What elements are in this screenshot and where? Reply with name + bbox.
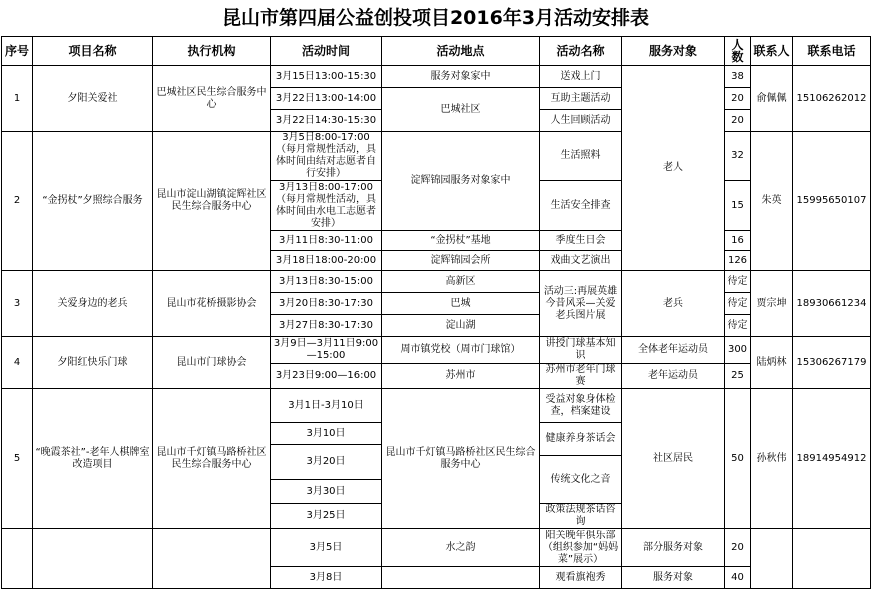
activity: 讲授门球基本知识 xyxy=(540,337,622,364)
time: 3月1日-3月10日 xyxy=(271,389,382,423)
activity: 人生回顾活动 xyxy=(540,110,622,132)
contact: 孙秋伟 xyxy=(751,389,793,529)
time: 3月11日8:30-11:00 xyxy=(271,231,382,251)
place: 服务对象家中 xyxy=(382,66,540,88)
place: 淀辉锦园服务对象家中 xyxy=(382,132,540,231)
time: 3月20日 xyxy=(271,445,382,480)
col-header: 项目名称 xyxy=(33,37,153,66)
row-no xyxy=(2,529,33,589)
col-header: 执行机构 xyxy=(153,37,271,66)
header-row xyxy=(2,37,871,66)
time-text: 3月13日8:00-17:00（每月常规性活动，具体时间由水电工志愿者安排） xyxy=(276,181,376,229)
activity xyxy=(540,529,622,567)
col-header: 联系人 xyxy=(751,37,793,66)
phone: 18914954912 xyxy=(793,389,871,529)
activity: 受益对象身体检查，档案建设 xyxy=(540,389,622,423)
project-name: 夕阳关爱社 xyxy=(33,66,153,132)
time: 3月8日 xyxy=(271,567,382,589)
time: 3月13日8:30-15:00 xyxy=(271,271,382,293)
table-row xyxy=(2,337,871,364)
count: 300 xyxy=(725,337,751,364)
project-name: “金拐杖”夕照综合服务 xyxy=(33,132,153,271)
count: 40 xyxy=(725,567,751,589)
audience: 老人 xyxy=(622,66,725,271)
time: 3月15日13:00-15:30 xyxy=(271,66,382,88)
activity: 政策法规茶话咨询 xyxy=(540,504,622,529)
org: 巴城社区民生综合服务中心 xyxy=(153,66,271,132)
place: 巴城 xyxy=(382,293,540,315)
audience: 老年运动员 xyxy=(622,364,725,389)
count: 待定 xyxy=(725,315,751,337)
row-no: 1 xyxy=(2,66,33,132)
audience: 全体老年运动员 xyxy=(622,337,725,364)
activity: 传统文化之音 xyxy=(540,456,622,504)
schedule-table xyxy=(1,36,871,589)
time: 3月5日 xyxy=(271,529,382,567)
count: 32 xyxy=(725,132,751,181)
count: 126 xyxy=(725,251,751,271)
time: 3月27日8:30-17:30 xyxy=(271,315,382,337)
audience: 部分服务对象 xyxy=(622,529,725,567)
time: 3月20日8:30-17:30 xyxy=(271,293,382,315)
time: 3月22日13:00-14:00 xyxy=(271,88,382,110)
row-no: 2 xyxy=(2,132,33,271)
count: 15 xyxy=(725,181,751,231)
place: 淀辉锦园会所 xyxy=(382,251,540,271)
org: 昆山市淀山湖镇淀辉社区民生综合服务中心 xyxy=(153,132,271,271)
org xyxy=(153,529,271,589)
row-no: 5 xyxy=(2,389,33,529)
org: 昆山市门球协会 xyxy=(153,337,271,389)
page-title: 昆山市第四届公益创投项目2016年3月活动安排表 xyxy=(221,7,650,29)
activity: 送戏上门 xyxy=(540,66,622,88)
time: 3月10日 xyxy=(271,423,382,445)
col-header: 活动地点 xyxy=(382,37,540,66)
col-header: 联系电话 xyxy=(793,37,871,66)
time: 3月23日9:00—16:00 xyxy=(271,364,382,389)
time-text: 3月5日8:00-17:00（每月常规性活动，具体时间由结对志愿者自行安排） xyxy=(276,132,376,179)
contact: 陆炳林 xyxy=(751,337,793,389)
contact: 朱英 xyxy=(751,132,793,271)
col-header: 活动名称 xyxy=(540,37,622,66)
audience: 服务对象 xyxy=(622,567,725,589)
activity: 互助主题活动 xyxy=(540,88,622,110)
count: 待定 xyxy=(725,293,751,315)
time: 3月25日 xyxy=(271,504,382,529)
count: 20 xyxy=(725,529,751,567)
col-header: 活动时间 xyxy=(271,37,382,66)
place: 昆山市千灯镇马路桥社区民生综合服务中心 xyxy=(382,389,540,529)
place: 周市镇党校（周市门球馆） xyxy=(382,337,540,364)
contact xyxy=(751,529,793,589)
count: 20 xyxy=(725,110,751,132)
activity: 健康养身茶话会 xyxy=(540,423,622,456)
count: 38 xyxy=(725,66,751,88)
time: 3月30日 xyxy=(271,480,382,504)
project-name: 关爱身边的老兵 xyxy=(33,271,153,337)
org: 昆山市千灯镇马路桥社区民生综合服务中心 xyxy=(153,389,271,529)
count: 16 xyxy=(725,231,751,251)
row-no: 4 xyxy=(2,337,33,389)
place: 水之韵 xyxy=(382,529,540,567)
activity: 生活照料 xyxy=(540,132,622,181)
table-row xyxy=(2,271,871,293)
col-header: 人数 xyxy=(725,37,751,66)
table-row xyxy=(2,132,871,181)
count: 50 xyxy=(725,389,751,529)
time xyxy=(271,181,382,231)
activity: 观看旗袍秀 xyxy=(540,567,622,589)
activity: 生活安全排查 xyxy=(540,181,622,231)
activity: 苏州市老年门球赛 xyxy=(540,364,622,389)
place: 高新区 xyxy=(382,271,540,293)
table-row xyxy=(2,389,871,423)
contact: 俞佩佩 xyxy=(751,66,793,132)
place: 淀山湖 xyxy=(382,315,540,337)
count: 待定 xyxy=(725,271,751,293)
phone: 18930661234 xyxy=(793,271,871,337)
audience: 老兵 xyxy=(622,271,725,337)
time: 3月9日—3月11日9:00—15:00 xyxy=(271,337,382,364)
phone: 15306267179 xyxy=(793,337,871,389)
project-name: “晚霞茶社”-老年人棋牌室改造项目 xyxy=(33,389,153,529)
phone: 15995650107 xyxy=(793,132,871,271)
place xyxy=(382,567,540,589)
activity-text: 阳关晚年俱乐部（组织参加“妈妈菜”展示） xyxy=(542,529,619,565)
audience: 社区居民 xyxy=(622,389,725,529)
activity: 戏曲文艺演出 xyxy=(540,251,622,271)
col-header: 序号 xyxy=(2,37,33,66)
project-name: 夕阳红快乐门球 xyxy=(33,337,153,389)
activity: 季度生日会 xyxy=(540,231,622,251)
place: 苏州市 xyxy=(382,364,540,389)
time: 3月22日14:30-15:30 xyxy=(271,110,382,132)
contact: 贾宗坤 xyxy=(751,271,793,337)
col-header: 服务对象 xyxy=(622,37,725,66)
time xyxy=(271,132,382,181)
time: 3月18日18:00-20:00 xyxy=(271,251,382,271)
place: 巴城社区 xyxy=(382,88,540,132)
count: 25 xyxy=(725,364,751,389)
phone xyxy=(793,529,871,589)
row-no: 3 xyxy=(2,271,33,337)
phone: 15106262012 xyxy=(793,66,871,132)
project-name xyxy=(33,529,153,589)
table-row xyxy=(2,529,871,567)
activity: 活动三:再展英雄今昔风采—关爱老兵图片展 xyxy=(540,271,622,337)
org: 昆山市花桥摄影协会 xyxy=(153,271,271,337)
count: 20 xyxy=(725,88,751,110)
place: “金拐杖”基地 xyxy=(382,231,540,251)
table-row xyxy=(2,66,871,88)
